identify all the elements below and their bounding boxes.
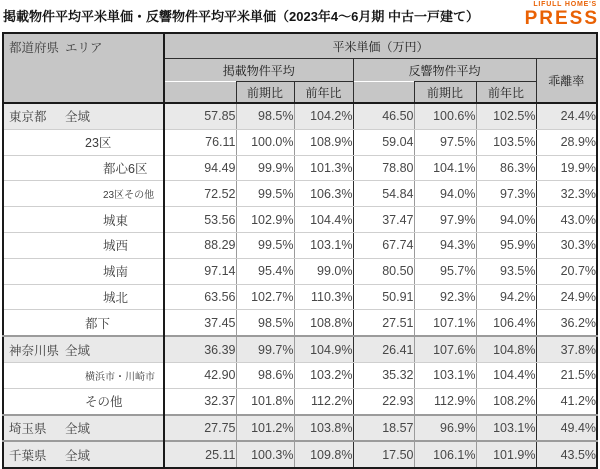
response-avg-cell: 26.41 (353, 336, 414, 362)
listed-yoy-cell: 106.3% (294, 181, 353, 207)
region-cell (3, 155, 164, 181)
response-yoy-cell: 94.0% (476, 207, 536, 233)
response-qoq-cell: 96.9% (414, 415, 476, 442)
response-avg-cell: 18.57 (353, 415, 414, 442)
area-label: 城南 (103, 265, 129, 280)
region-cell (3, 441, 164, 468)
response-yoy-cell: 102.5% (476, 103, 536, 129)
region-cell (3, 388, 164, 414)
header-response-avg-spacer (353, 82, 414, 104)
region-cell (3, 362, 164, 388)
listed-qoq-cell: 101.2% (236, 415, 294, 442)
listed-yoy-cell: 110.3% (294, 284, 353, 310)
prefecture-label: 千葉県 (9, 448, 47, 463)
listed-yoy-cell: 103.2% (294, 362, 353, 388)
area-label: その他 (85, 395, 123, 410)
response-yoy-cell: 106.4% (476, 310, 536, 336)
listed-avg-cell: 63.56 (164, 284, 236, 310)
region-cell (3, 103, 164, 129)
listed-yoy-cell: 108.9% (294, 129, 353, 155)
header-prefecture-label: 都道府県 (9, 41, 60, 55)
response-yoy-cell: 94.2% (476, 284, 536, 310)
divergence-cell: 41.2% (536, 388, 597, 414)
response-avg-cell: 78.80 (353, 155, 414, 181)
prefecture-label: 神奈川県 (9, 343, 60, 358)
header-listed-avg-spacer (164, 82, 236, 104)
table-row (3, 284, 597, 310)
listed-qoq-cell: 100.0% (236, 129, 294, 155)
region-cell (3, 415, 164, 442)
region-cell (3, 232, 164, 258)
response-qoq-cell: 94.0% (414, 181, 476, 207)
listed-qoq-cell: 99.5% (236, 232, 294, 258)
listed-yoy-cell: 109.8% (294, 441, 353, 468)
table-row (3, 415, 597, 442)
area-label: 城西 (103, 239, 129, 254)
response-avg-cell: 54.84 (353, 181, 414, 207)
area-label: 全域 (65, 421, 91, 436)
area-label: 全域 (65, 448, 91, 463)
header-listed-qoq: 前期比 (236, 82, 294, 104)
response-qoq-cell: 103.1% (414, 362, 476, 388)
divergence-cell: 21.5% (536, 362, 597, 388)
listed-yoy-cell: 104.4% (294, 207, 353, 233)
response-avg-cell: 17.50 (353, 441, 414, 468)
response-qoq-cell: 97.9% (414, 207, 476, 233)
listed-yoy-cell: 101.3% (294, 155, 353, 181)
response-yoy-cell: 103.1% (476, 415, 536, 442)
response-qoq-cell: 112.9% (414, 388, 476, 414)
listed-avg-cell: 25.11 (164, 441, 236, 468)
table-row (3, 336, 597, 362)
listed-qoq-cell: 102.9% (236, 207, 294, 233)
divergence-cell: 37.8% (536, 336, 597, 362)
response-yoy-cell: 103.5% (476, 129, 536, 155)
table-row (3, 258, 597, 284)
divergence-cell: 28.9% (536, 129, 597, 155)
header-response-qoq: 前期比 (414, 82, 476, 104)
divergence-cell: 20.7% (536, 258, 597, 284)
listed-qoq-cell: 102.7% (236, 284, 294, 310)
listed-qoq-cell: 95.4% (236, 258, 294, 284)
divergence-cell: 32.3% (536, 181, 597, 207)
response-avg-cell: 50.91 (353, 284, 414, 310)
region-cell (3, 181, 164, 207)
response-qoq-cell: 107.1% (414, 310, 476, 336)
logo-press-text: PRESS (524, 8, 599, 29)
area-label: 城北 (103, 290, 129, 305)
table-row (3, 181, 597, 207)
response-yoy-cell: 86.3% (476, 155, 536, 181)
prefecture-label: 埼玉県 (9, 421, 47, 436)
region-cell (3, 207, 164, 233)
region-cell (3, 258, 164, 284)
header-response-yoy: 前年比 (476, 82, 536, 104)
table-header (3, 33, 597, 103)
header-prefecture-area (3, 33, 164, 103)
response-avg-cell: 80.50 (353, 258, 414, 284)
area-label: 全域 (65, 110, 91, 125)
response-avg-cell: 59.04 (353, 129, 414, 155)
table-row (3, 388, 597, 414)
listed-avg-cell: 27.75 (164, 415, 236, 442)
area-label: 全域 (65, 343, 91, 358)
listed-qoq-cell: 100.3% (236, 441, 294, 468)
page-title: 掲載物件平均平米単価・反響物件平均平米単価（2023年4〜6月期 中古一戸建て） (3, 9, 479, 24)
response-avg-cell: 67.74 (353, 232, 414, 258)
table-row (3, 207, 597, 233)
response-yoy-cell: 97.3% (476, 181, 536, 207)
response-qoq-cell: 106.1% (414, 441, 476, 468)
listed-avg-cell: 57.85 (164, 103, 236, 129)
response-yoy-cell: 93.5% (476, 258, 536, 284)
listed-yoy-cell: 104.2% (294, 103, 353, 129)
listed-avg-cell: 36.39 (164, 336, 236, 362)
logo-top-text: LIFULL HOME'S (533, 1, 597, 8)
price-per-sqm-table (2, 32, 598, 469)
region-cell (3, 284, 164, 310)
response-qoq-cell: 104.1% (414, 155, 476, 181)
response-qoq-cell: 100.6% (414, 103, 476, 129)
listed-qoq-cell: 99.7% (236, 336, 294, 362)
header-response-group: 反響物件平均 (353, 59, 536, 82)
listed-avg-cell: 97.14 (164, 258, 236, 284)
listed-avg-cell: 76.11 (164, 129, 236, 155)
table-row (3, 155, 597, 181)
region-cell (3, 310, 164, 336)
response-qoq-cell: 97.5% (414, 129, 476, 155)
listed-avg-cell: 37.45 (164, 310, 236, 336)
area-label: 横浜市・川崎市 (85, 371, 155, 383)
response-avg-cell: 35.32 (353, 362, 414, 388)
listed-yoy-cell: 104.9% (294, 336, 353, 362)
divergence-cell: 30.3% (536, 232, 597, 258)
area-label: 23区その他 (103, 190, 155, 202)
listed-qoq-cell: 98.5% (236, 310, 294, 336)
response-avg-cell: 27.51 (353, 310, 414, 336)
response-qoq-cell: 92.3% (414, 284, 476, 310)
listed-yoy-cell: 103.8% (294, 415, 353, 442)
divergence-cell: 19.9% (536, 155, 597, 181)
lifull-homes-press-logo (525, 1, 597, 28)
listed-avg-cell: 32.37 (164, 388, 236, 414)
table-body (3, 103, 597, 468)
response-yoy-cell: 104.4% (476, 362, 536, 388)
header-divergence: 乖離率 (536, 59, 597, 104)
table-row (3, 362, 597, 388)
response-avg-cell: 37.47 (353, 207, 414, 233)
listed-qoq-cell: 98.6% (236, 362, 294, 388)
response-yoy-cell: 108.2% (476, 388, 536, 414)
region-cell (3, 336, 164, 362)
response-qoq-cell: 94.3% (414, 232, 476, 258)
table-row (3, 129, 597, 155)
divergence-cell: 43.5% (536, 441, 597, 468)
header-area-label: エリア (65, 41, 103, 55)
response-yoy-cell: 101.9% (476, 441, 536, 468)
listed-yoy-cell: 108.8% (294, 310, 353, 336)
response-yoy-cell: 104.8% (476, 336, 536, 362)
divergence-cell: 24.9% (536, 284, 597, 310)
response-avg-cell: 46.50 (353, 103, 414, 129)
response-qoq-cell: 107.6% (414, 336, 476, 362)
divergence-cell: 36.2% (536, 310, 597, 336)
table-row (3, 103, 597, 129)
divergence-cell: 24.4% (536, 103, 597, 129)
listed-avg-cell: 53.56 (164, 207, 236, 233)
response-qoq-cell: 95.7% (414, 258, 476, 284)
divergence-cell: 49.4% (536, 415, 597, 442)
listed-qoq-cell: 99.9% (236, 155, 294, 181)
listed-yoy-cell: 99.0% (294, 258, 353, 284)
prefecture-label: 東京都 (9, 110, 47, 125)
response-yoy-cell: 95.9% (476, 232, 536, 258)
response-avg-cell: 22.93 (353, 388, 414, 414)
region-cell (3, 129, 164, 155)
listed-qoq-cell: 101.8% (236, 388, 294, 414)
header-listed-yoy: 前年比 (294, 82, 353, 104)
area-label: 城東 (103, 213, 129, 228)
listed-qoq-cell: 98.5% (236, 103, 294, 129)
table-row (3, 310, 597, 336)
table-row (3, 232, 597, 258)
listed-yoy-cell: 112.2% (294, 388, 353, 414)
table-row (3, 441, 597, 468)
listed-qoq-cell: 99.5% (236, 181, 294, 207)
listed-yoy-cell: 103.1% (294, 232, 353, 258)
listed-avg-cell: 72.52 (164, 181, 236, 207)
divergence-cell: 43.0% (536, 207, 597, 233)
area-label: 23区 (85, 136, 112, 151)
area-label: 都心6区 (103, 161, 148, 176)
listed-avg-cell: 88.29 (164, 232, 236, 258)
header-listed-group: 掲載物件平均 (164, 59, 353, 82)
listed-avg-cell: 42.90 (164, 362, 236, 388)
area-label: 都下 (85, 316, 111, 331)
listed-avg-cell: 94.49 (164, 155, 236, 181)
header-unit-price: 平米単価（万円） (164, 33, 597, 59)
